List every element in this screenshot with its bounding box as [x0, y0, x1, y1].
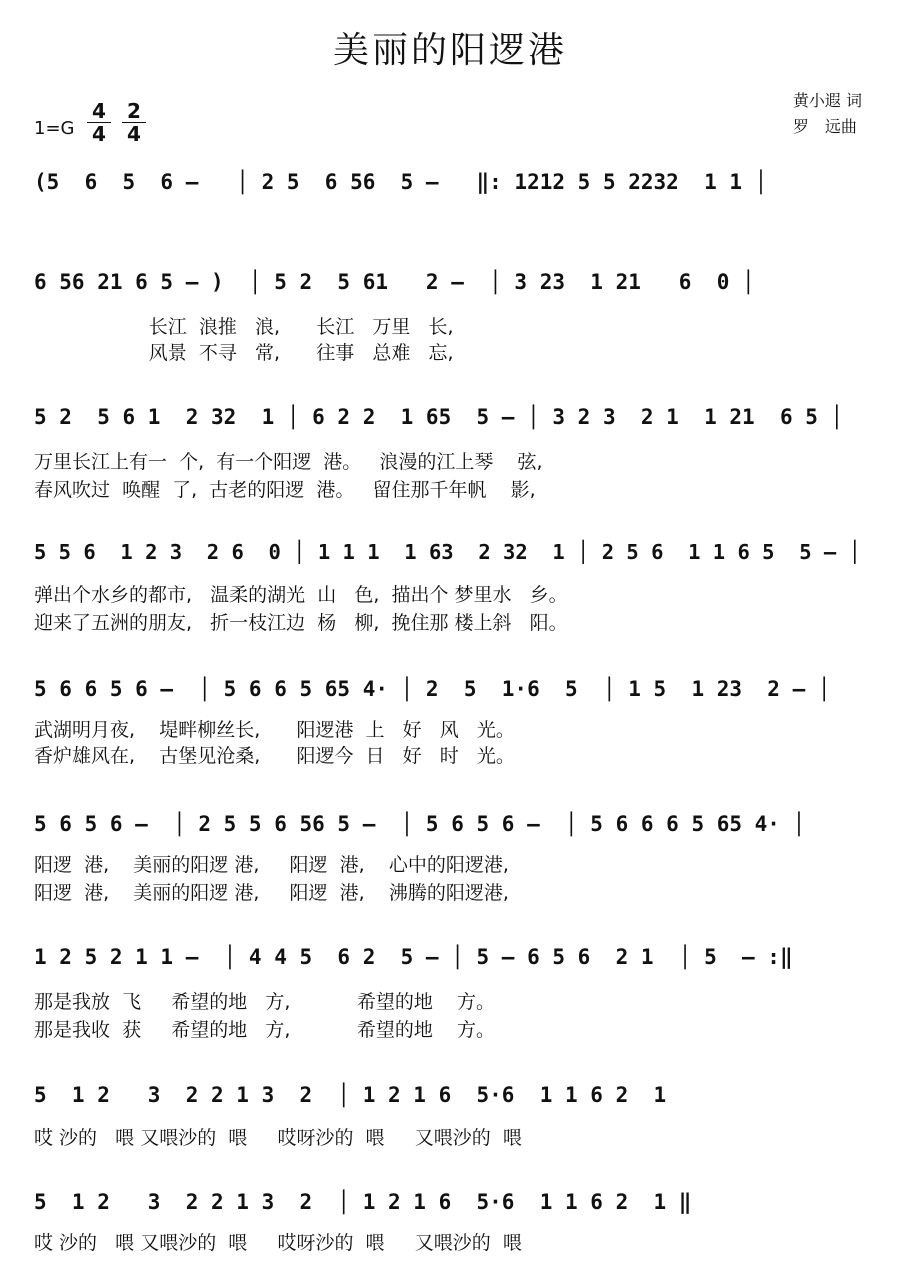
notation-line: 5 1 2 3 2 2 1 3 2 │ 1 2 1 6 5·6 1 1 6 2 1 — [34, 1083, 667, 1107]
time-signature-numerator: 2 — [122, 100, 146, 123]
lyric-verse-2: 迎来了五洲的朋友, 折一枝江边 杨 柳, 挽住那 楼上斜 阳。 — [34, 612, 568, 634]
notation-line: 5 2 5 6 1 2 32 1 │ 6 2 2 1 65 5 – │ 3 2 3 2 1 1 21 6 5 │ — [34, 405, 844, 429]
lyric-verse-1: 武湖明月夜, 堤畔柳丝长, 阳逻港 上 好 风 光。 — [34, 719, 515, 741]
time-signature-denominator: 4 — [92, 122, 106, 146]
lyric-verse-2: 香炉雄风在, 古堡见沧桑, 阳逻今 日 好 时 光。 — [34, 745, 515, 767]
lyric-verse-1: 弹出个水乡的都市, 温柔的湖光 山 色, 描出个 梦里水 乡。 — [34, 584, 568, 606]
lyric-verse-1: 那是我放 飞 希望的地 方, 希望的地 方。 — [34, 991, 496, 1013]
notation-line: 6 56 21 6 5 – ) │ 5 2 5 61 2 – │ 3 23 1 21 6 0 │ — [34, 270, 755, 294]
notation-line: 5 6 6 5 6 – │ 5 6 6 5 65 4· │ 2 5 1·6 5 │ 1 5 1 23 2 – │ — [34, 677, 831, 701]
time-signature-2 — [122, 100, 146, 145]
lyric-verse-2: 风景 不寻 常, 往事 总难 忘, — [34, 342, 454, 364]
key-signature: 1=G — [34, 118, 75, 139]
lyricist: 黄小遐 词 — [792, 91, 862, 110]
time-signature-denominator: 4 — [127, 122, 141, 146]
notation-line: 1 2 5 2 1 1 – │ 4 4 5 6 2 5 – │ 5 – 6 5 6 2 1 │ 5 – :‖ — [34, 945, 793, 969]
lyric-verse-2: 阳逻 港, 美丽的阳逻 港, 阳逻 港, 沸腾的阳逻港, — [34, 882, 509, 904]
lyric-verse-1: 哎 沙的 喂 又喂沙的 喂 哎呀沙的 喂 又喂沙的 喂 — [34, 1127, 522, 1149]
lyric-verse-2: 春风吹过 唤醒 了, 古老的阳逻 港。 留住那千年帆 影, — [34, 479, 536, 501]
lyric-verse-1: 万里长江上有一 个, 有一个阳逻 港。 浪漫的江上琴 弦, — [34, 451, 543, 473]
lyric-verse-1: 长江 浪推 浪, 长江 万里 长, — [34, 316, 454, 338]
time-signature-1 — [87, 100, 111, 145]
notation-line: 5 5 6 1 2 3 2 6 0 │ 1 1 1 1 63 2 32 1 │ 2 5 6 1 1 6 5 5 – │ — [34, 540, 861, 564]
lyric-verse-1: 阳逻 港, 美丽的阳逻 港, 阳逻 港, 心中的阳逻港, — [34, 854, 509, 876]
notation-line: (5 6 5 6 – │ 2 5 6 56 5 – ‖: 1212 5 5 2232 1 1 │ — [34, 170, 768, 194]
page-title: 美丽的阳逻港 — [332, 30, 567, 71]
credits — [793, 88, 862, 140]
lyric-verse-1: 哎 沙的 喂 又喂沙的 喂 哎呀沙的 喂 又喂沙的 喂 — [34, 1232, 522, 1254]
lyric-verse-2: 那是我收 获 希望的地 方, 希望的地 方。 — [34, 1019, 496, 1041]
notation-line: 5 6 5 6 – │ 2 5 5 6 56 5 – │ 5 6 5 6 – │ 5 6 6 6 5 65 4· │ — [34, 812, 806, 836]
notation-line: 5 1 2 3 2 2 1 3 2 │ 1 2 1 6 5·6 1 1 6 2 1 ‖ — [34, 1190, 692, 1214]
time-signature-numerator: 4 — [87, 100, 111, 123]
composer: 罗 远曲 — [792, 117, 857, 136]
